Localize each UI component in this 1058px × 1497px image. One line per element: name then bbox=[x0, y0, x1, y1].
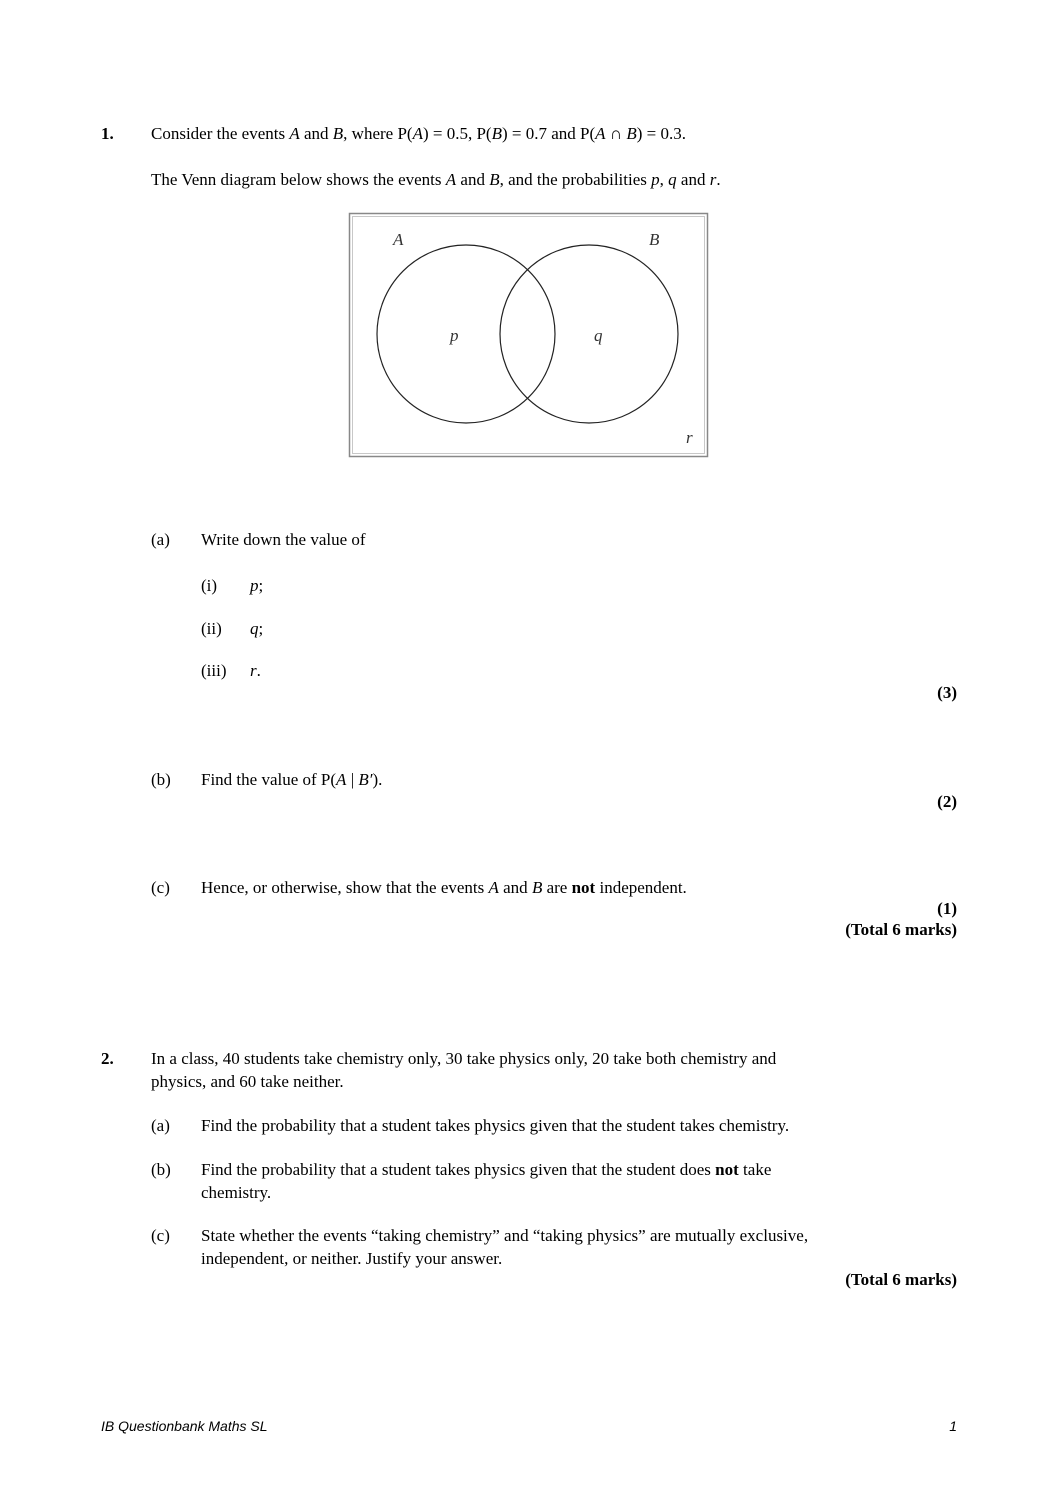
q2-part-b-text-line-2: chemistry. bbox=[201, 1183, 272, 1202]
q1-part-c-marks: (1) bbox=[937, 899, 957, 918]
q1-part-c-text: Hence, or otherwise, show that the events A and B are not independent. bbox=[201, 878, 687, 897]
q1-part-a-label: (a) bbox=[151, 530, 170, 549]
q1-part-b-marks: (2) bbox=[937, 792, 957, 811]
question-2-number: 2. bbox=[101, 1049, 114, 1068]
venn-label-r: r bbox=[686, 428, 693, 447]
question-1-number: 1. bbox=[101, 124, 114, 143]
venn-label-a: A bbox=[393, 230, 404, 249]
question-2-intro-line-2: physics, and 60 take neither. bbox=[151, 1072, 344, 1091]
q2-part-c-text-line-1: State whether the events “taking chemistry” and “taking physics” are mutually exclusive, bbox=[201, 1226, 809, 1245]
question-1-intro: Consider the events A and B, where P(A) = 0.5, P(B) = 0.7 and P(A ∩ B) = 0.3. bbox=[151, 124, 686, 143]
question-1-venn-description: The Venn diagram below shows the events A and B, and the probabilities p, q and r. bbox=[151, 170, 721, 189]
q1-part-b-label: (b) bbox=[151, 770, 171, 789]
q1-part-a-i-label: (i) bbox=[201, 576, 218, 595]
q1-part-a-ii-label: (ii) bbox=[201, 619, 222, 638]
q2-part-a-text: Find the probability that a student takes physics given that the student takes chemistry. bbox=[201, 1116, 790, 1135]
q1-part-a-iii-text: r. bbox=[250, 661, 261, 680]
q1-part-a-text: Write down the value of bbox=[201, 530, 366, 549]
q1-part-a-i-text: p; bbox=[250, 576, 264, 595]
q1-part-b-text: Find the value of P(A | B′). bbox=[201, 770, 383, 789]
venn-diagram bbox=[348, 212, 710, 460]
q1-part-c-label: (c) bbox=[151, 878, 170, 897]
venn-label-p: p bbox=[450, 326, 459, 345]
q1-part-a-ii-text: q; bbox=[250, 619, 264, 638]
q2-total-marks: (Total 6 marks) bbox=[845, 1270, 957, 1289]
q1-part-a-iii-label: (iii) bbox=[201, 661, 227, 680]
q2-part-b-label: (b) bbox=[151, 1160, 171, 1179]
q2-part-c-label: (c) bbox=[151, 1226, 170, 1245]
q1-part-a-marks: (3) bbox=[937, 683, 957, 702]
venn-label-b: B bbox=[649, 230, 660, 249]
venn-universal-set bbox=[350, 214, 708, 457]
footer-title: IB Questionbank Maths SL bbox=[101, 1418, 268, 1434]
footer-page-number: 1 bbox=[949, 1418, 957, 1434]
q1-total-marks: (Total 6 marks) bbox=[845, 920, 957, 939]
q2-part-c-text-line-2: independent, or neither. Justify your answer. bbox=[201, 1249, 503, 1268]
venn-label-q: q bbox=[594, 326, 603, 345]
question-2-intro-line-1: In a class, 40 students take chemistry only, 30 take physics only, 20 take both chemistry and bbox=[151, 1049, 777, 1068]
q2-part-b-text-line-1: Find the probability that a student takes physics given that the student does not take bbox=[201, 1160, 772, 1179]
q2-part-a-label: (a) bbox=[151, 1116, 170, 1135]
